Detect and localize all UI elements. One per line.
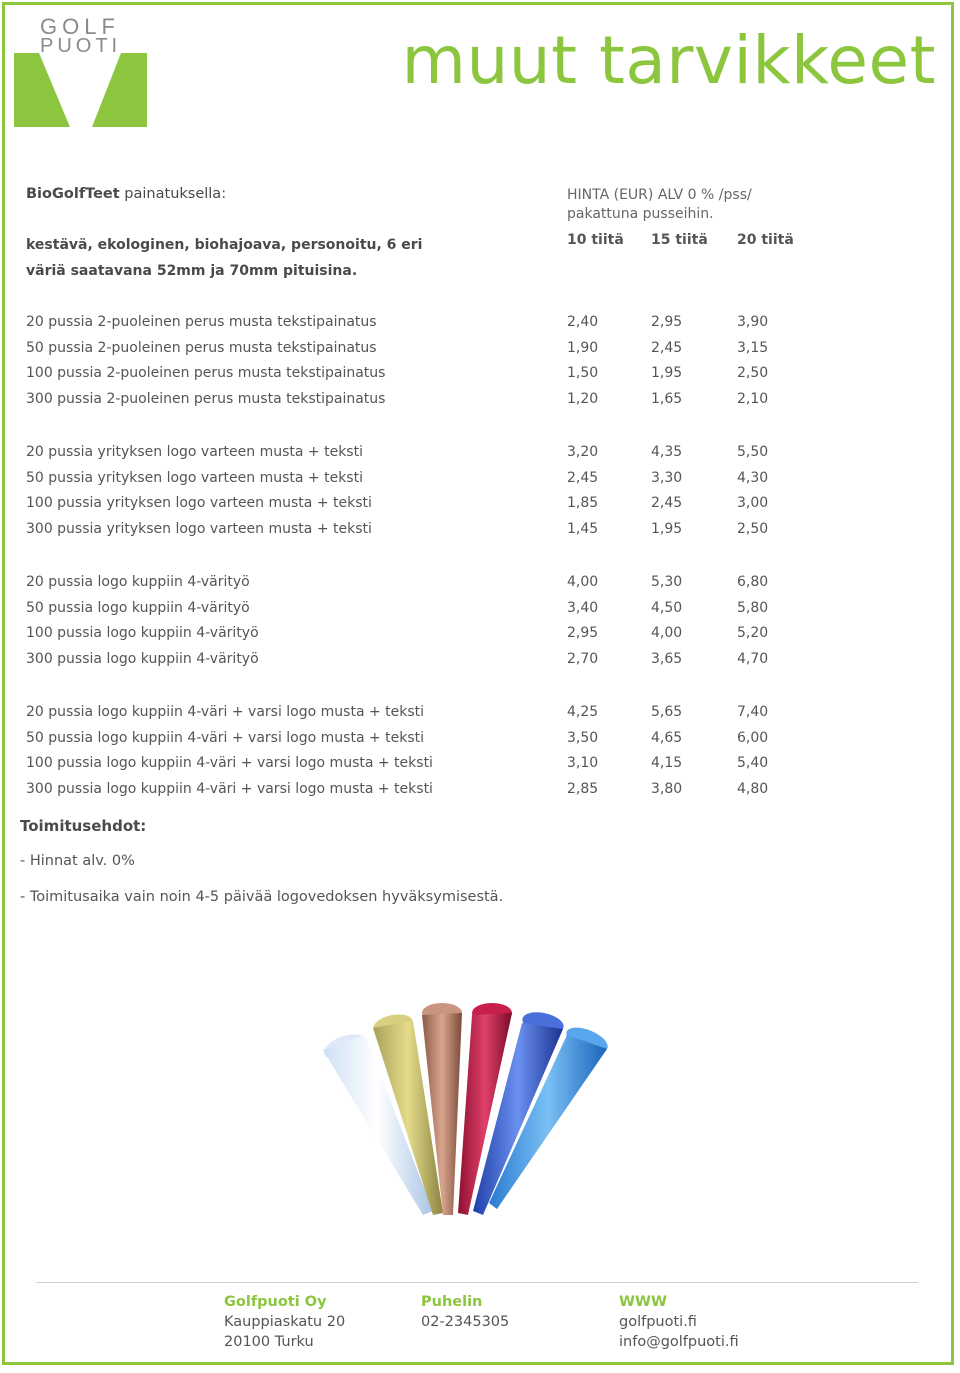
- price-15: 5,65: [651, 704, 683, 720]
- price-20: 4,70: [737, 651, 769, 668]
- table-row: [26, 340, 806, 366]
- price-15: 2,45: [651, 495, 683, 512]
- product-heading: [26, 186, 226, 202]
- terms-vat-line: - Hinnat alv. 0%: [20, 853, 135, 869]
- table-row: [26, 600, 806, 626]
- terms-delivery-line: - Toimitusaika vain noin 4-5 päivää logovedoksen hyväksymisestä.: [20, 889, 504, 905]
- price-20: 5,20: [737, 625, 769, 642]
- footer-address-city: 20100 Turku: [224, 1334, 314, 1350]
- price-group-stem-logo: [26, 444, 806, 547]
- price-15: 4,50: [651, 599, 683, 616]
- row-description: 300 pussia logo kuppiin 4-värityö: [26, 651, 259, 668]
- table-row: [26, 730, 806, 756]
- price-15: 2,95: [651, 314, 683, 330]
- price-20: 6,00: [737, 729, 769, 746]
- price-group-cup-and-stem: [26, 704, 806, 807]
- footer-divider: [36, 1282, 918, 1283]
- footer-web-heading: WWW: [619, 1294, 667, 1310]
- price-20: 4,80: [737, 781, 769, 798]
- price-20: 6,80: [737, 574, 769, 590]
- terms-heading: Toimitusehdot:: [20, 817, 147, 835]
- table-row: [26, 365, 806, 391]
- column-header-20: 20 tiitä: [737, 232, 794, 248]
- price-20: 7,40: [737, 704, 769, 720]
- price-20: 5,50: [737, 444, 769, 460]
- price-20: 3,90: [737, 314, 769, 330]
- row-description: 50 pussia logo kuppiin 4-värityö: [26, 599, 250, 616]
- golf-tees-image: [315, 995, 655, 1225]
- row-description: 100 pussia logo kuppiin 4-värityö: [26, 625, 259, 642]
- price-15: 4,35: [651, 444, 683, 460]
- column-header-10: 10 tiitä: [567, 232, 624, 248]
- table-row: [26, 755, 806, 781]
- price-10: 1,20: [567, 391, 599, 408]
- logo-text-puoti: PUOTI: [40, 35, 122, 57]
- table-row: [26, 574, 806, 600]
- price-10: 1,45: [567, 521, 599, 538]
- row-description: 20 pussia logo kuppiin 4-väri + varsi logo musta + teksti: [26, 704, 425, 720]
- price-10: 2,40: [567, 314, 599, 330]
- price-10: 1,85: [567, 495, 599, 512]
- row-description: 100 pussia yrityksen logo varteen musta + teksti: [26, 495, 372, 512]
- price-20: 5,80: [737, 599, 769, 616]
- table-row: [26, 521, 806, 547]
- price-20: 3,15: [737, 339, 769, 356]
- price-10: 3,40: [567, 599, 599, 616]
- price-15: 3,80: [651, 781, 683, 798]
- price-15: 3,30: [651, 469, 683, 486]
- table-row: [26, 704, 806, 730]
- price-10: 2,95: [567, 625, 599, 642]
- price-note: HINTA (EUR) ALV 0 % /pss/ pakattuna pusseihin.: [567, 187, 752, 222]
- golfpuoti-logo[interactable]: [14, 14, 149, 129]
- row-description: 300 pussia 2-puoleinen perus musta tekstipainatus: [26, 391, 386, 408]
- table-row: [26, 314, 806, 340]
- price-10: 1,90: [567, 339, 599, 356]
- table-row: [26, 470, 806, 496]
- price-10: 2,70: [567, 651, 599, 668]
- row-description: 50 pussia logo kuppiin 4-väri + varsi logo musta + teksti: [26, 729, 425, 746]
- product-name: BioGolfTeet: [26, 186, 120, 202]
- price-15: 3,65: [651, 651, 683, 668]
- price-group-text-print: [26, 314, 806, 417]
- price-15: 5,30: [651, 574, 683, 590]
- footer-web: [619, 1292, 739, 1352]
- footer-phone: [421, 1292, 509, 1332]
- price-group-cup-logo: [26, 574, 806, 677]
- page-title: muut tarvikkeet: [401, 22, 936, 99]
- price-15: 1,95: [651, 521, 683, 538]
- row-description: 300 pussia logo kuppiin 4-väri + varsi logo musta + teksti: [26, 781, 433, 798]
- price-10: 2,45: [567, 469, 599, 486]
- row-description: 100 pussia logo kuppiin 4-väri + varsi logo musta + teksti: [26, 755, 433, 772]
- product-suffix: painatuksella:: [119, 186, 227, 202]
- price-10: 3,10: [567, 755, 599, 772]
- price-10: 1,50: [567, 365, 599, 382]
- table-row: [26, 781, 806, 807]
- footer-website-link[interactable]: golfpuoti.fi: [619, 1314, 697, 1330]
- price-10: 2,85: [567, 781, 599, 798]
- table-row: [26, 391, 806, 417]
- row-description: 20 pussia logo kuppiin 4-värityö: [26, 574, 250, 590]
- price-20: 5,40: [737, 755, 769, 772]
- footer-phone-number[interactable]: 02-2345305: [421, 1314, 510, 1330]
- price-20: 2,50: [737, 521, 769, 538]
- footer-address-street: Kauppiaskatu 20: [224, 1314, 346, 1330]
- row-description: 300 pussia yrityksen logo varteen musta + teksti: [26, 521, 372, 538]
- row-description: 20 pussia 2-puoleinen perus musta tekstipainatus: [26, 314, 377, 330]
- footer-email-link[interactable]: info@golfpuoti.fi: [619, 1334, 739, 1350]
- price-10: 3,50: [567, 729, 599, 746]
- product-description: kestävä, ekologinen, biohajoava, personoitu, 6 eri väriä saatavana 52mm ja 70mm pituisina.: [26, 237, 423, 279]
- price-15: 4,00: [651, 625, 683, 642]
- price-15: 4,65: [651, 729, 683, 746]
- footer-company-heading: Golfpuoti Oy: [224, 1294, 327, 1310]
- price-15: 1,65: [651, 391, 683, 408]
- footer-phone-heading: Puhelin: [421, 1294, 483, 1310]
- footer-company: [224, 1292, 345, 1352]
- price-10: 4,25: [567, 704, 599, 720]
- price-15: 1,95: [651, 365, 683, 382]
- price-10: 4,00: [567, 574, 599, 590]
- table-row: [26, 651, 806, 677]
- row-description: 100 pussia 2-puoleinen perus musta tekstipainatus: [26, 365, 386, 382]
- column-header-15: 15 tiitä: [651, 232, 708, 248]
- table-row: [26, 444, 806, 470]
- price-20: 3,00: [737, 495, 769, 512]
- price-20: 4,30: [737, 469, 769, 486]
- logo-text-golf: GOLF: [40, 14, 120, 39]
- table-row: [26, 625, 806, 651]
- row-description: 20 pussia yrityksen logo varteen musta + teksti: [26, 444, 363, 460]
- price-15: 4,15: [651, 755, 683, 772]
- table-row: [26, 495, 806, 521]
- price-15: 2,45: [651, 339, 683, 356]
- price-20: 2,50: [737, 365, 769, 382]
- row-description: 50 pussia yrityksen logo varteen musta + teksti: [26, 469, 363, 486]
- row-description: 50 pussia 2-puoleinen perus musta tekstipainatus: [26, 339, 377, 356]
- price-10: 3,20: [567, 444, 599, 460]
- price-20: 2,10: [737, 391, 769, 408]
